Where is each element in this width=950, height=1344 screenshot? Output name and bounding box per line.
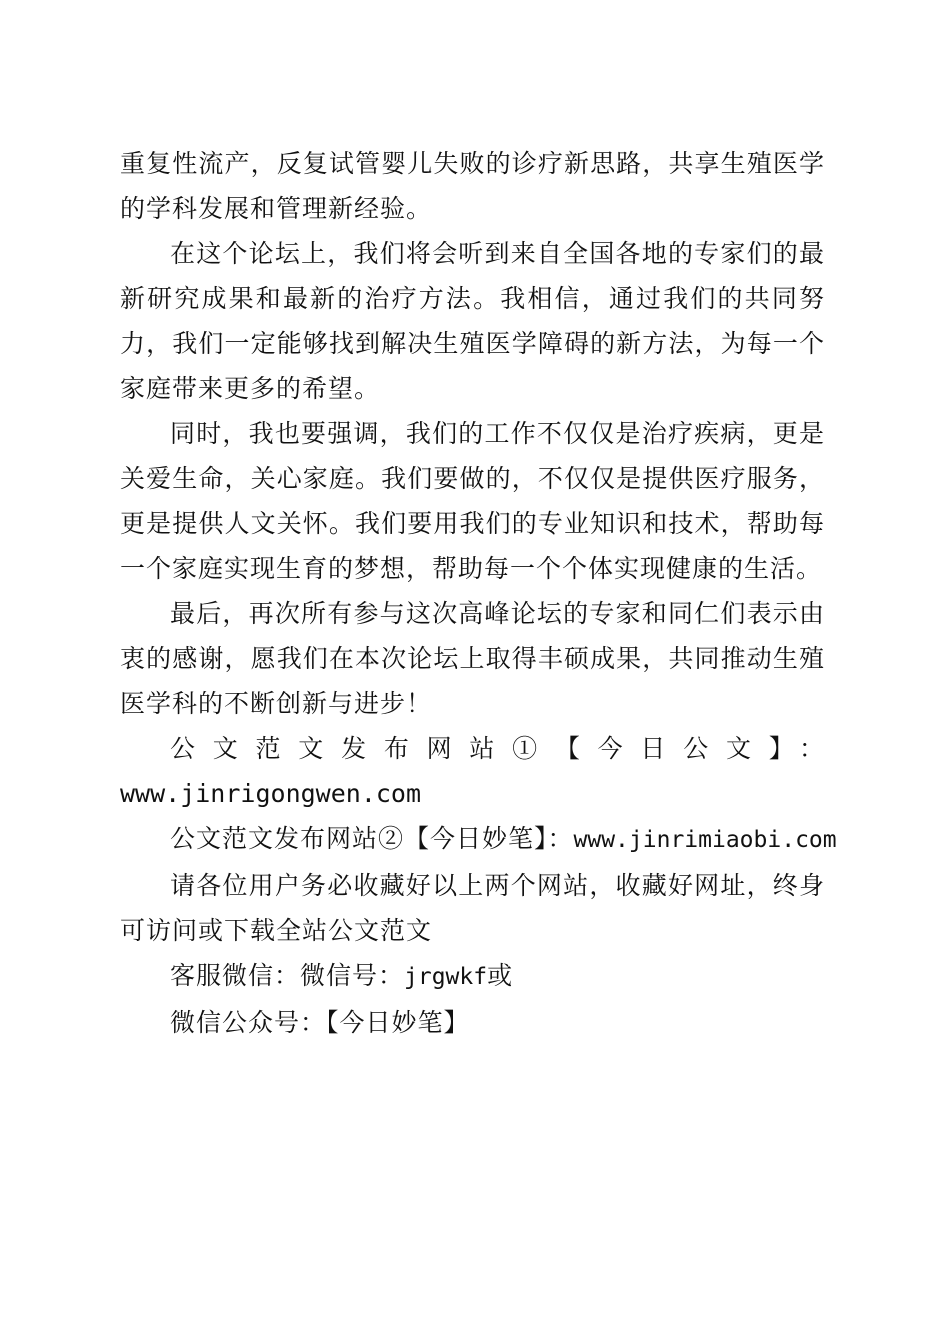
site-1-label: 公文范文发布网站①【今日公文】：: [170, 734, 825, 763]
wechat-service-suffix: 或: [487, 961, 514, 990]
site-1-line: [120, 726, 825, 816]
wechat-public-line: 微信公众号：【今日妙笔】: [170, 1008, 470, 1037]
document-body: [120, 141, 837, 1045]
wechat-service-label: 客服微信：微信号：: [170, 961, 405, 990]
paragraph-2: 在这个论坛上，我们将会听到来自全国各地的专家们的最新研究成果和最新的治疗方法。我相信，通过我们的共同努力，我们一定能够找到解决生殖医学障碍的新方法，为每一个家庭带来更多的希望。: [120, 239, 825, 403]
notice-paragraph: 请各位用户务必收藏好以上两个网站，收藏好网址，终身可访问或下载全站公文范文: [120, 871, 825, 945]
paragraph-4: 最后，再次所有参与这次高峰论坛的专家和同仁们表示由衷的感谢，愿我们在本次论坛上取得丰硕成果，共同推动生殖医学科的不断创新与进步！: [120, 599, 825, 718]
site-2-label: 公文范文发布网站②【今日妙笔】：: [170, 824, 574, 853]
paragraph-3: 同时，我也要强调，我们的工作不仅仅是治疗疾病，更是关爱生命，关心家庭。我们要做的，不仅仅是提供医疗服务，更是提供人文关怀。我们要用我们的专业知识和技术，帮助每一个家庭实现生育的梦想，帮助每一个个体实现健康的生活。: [120, 419, 825, 583]
wechat-service-id: jrgwkf: [404, 964, 488, 990]
site-2-line: [120, 816, 837, 863]
wechat-service-line: [120, 953, 825, 1000]
paragraph-1: 重复性流产，反复试管婴儿失败的诊疗新思路，共享生殖医学的学科发展和管理新经验。: [120, 149, 825, 223]
site-1-url: www.jinrigongwen.com: [120, 779, 422, 808]
site-2-url: www.jinrimiaobi.com: [573, 827, 837, 853]
